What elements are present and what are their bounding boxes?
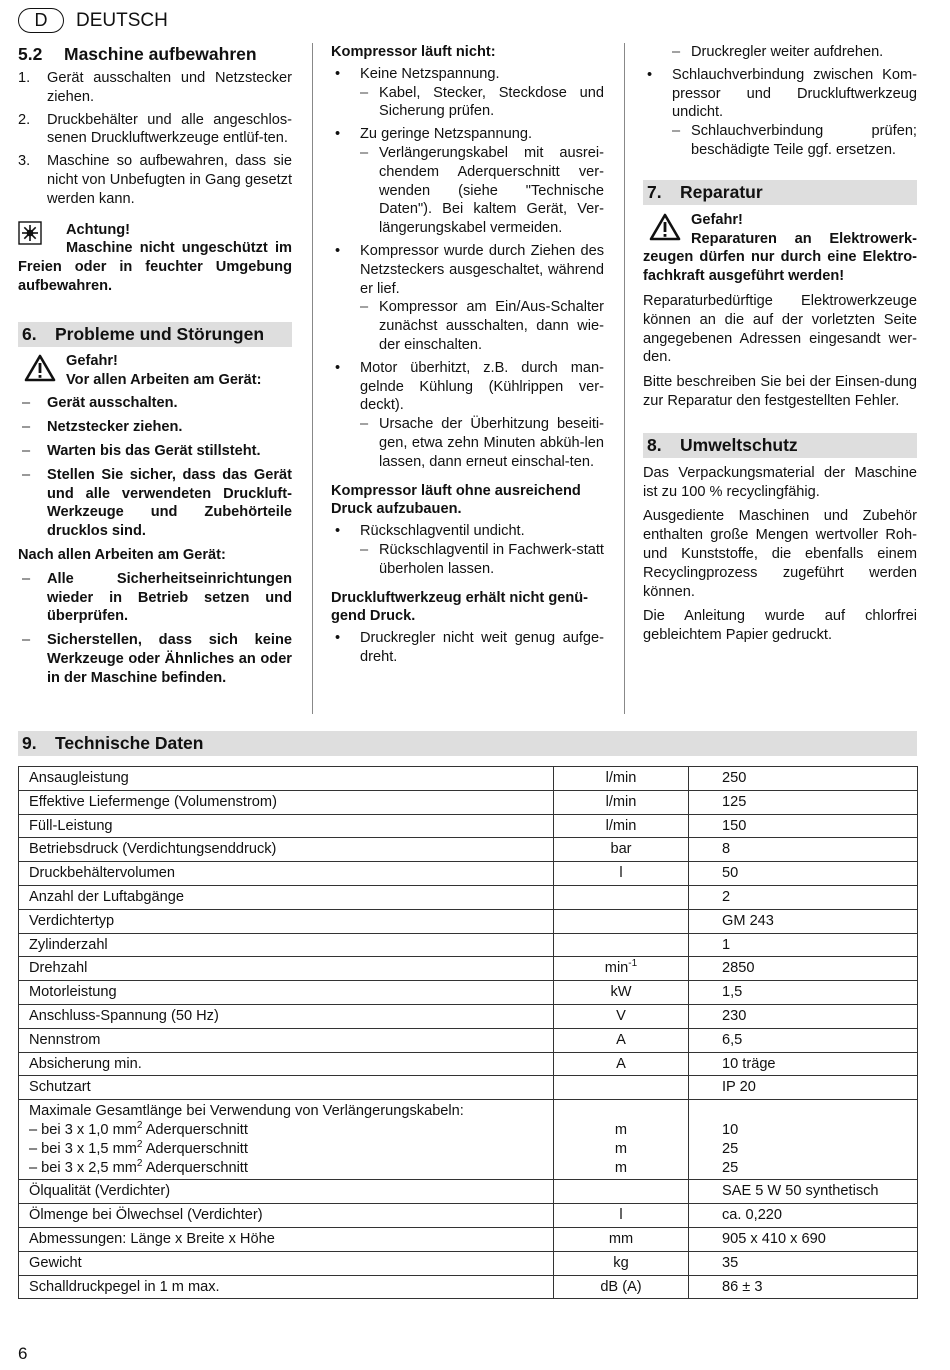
table-row <box>19 1204 918 1228</box>
section-5-2-heading: 5.2 Maschine aufbewahren <box>18 44 257 64</box>
cable-line-pre: – bei 3 x 1,5 mm <box>29 1140 137 1157</box>
spec-value: 10 träge <box>689 1052 918 1076</box>
spec-unit <box>554 767 689 791</box>
spec-unit <box>554 1180 689 1204</box>
list-item: – Sicherstellen, dass sich keine Werkzeuge oder Ähnliches an oder in der Maschine befinden. <box>18 631 292 687</box>
spec-value: SAE 5 W 50 synthetisch <box>689 1180 918 1204</box>
spec-label: Zylinderzahl <box>19 933 554 957</box>
list-item: • Motor überhitzt, z.B. durch man-gelnde Kühlung (Kühlrippen ver-deckt). – Ursache der Überhitzung beseiti-gen, etwa zehn Minuten abküh-len lassen, dann erneut einschal-ten. <box>331 359 604 472</box>
storage-steps <box>18 69 292 209</box>
spec-label: Drehzahl <box>19 957 554 981</box>
spec-label: Absicherung min. <box>19 1052 554 1076</box>
trouble-list-no-run <box>331 65 604 472</box>
spec-value: GM 243 <box>689 909 918 933</box>
repair-danger-notice <box>643 211 917 286</box>
spec-unit <box>554 838 689 862</box>
table-row <box>19 838 918 862</box>
spec-unit <box>554 790 689 814</box>
fix-item: – Verlängerungskabel mit ausrei-chendem Aderquerschnitt ver-wenden (siehe "Technische Daten"). Bei kaltem Gerät, Ver-längerungskabel vermeiden. <box>360 144 604 238</box>
spec-value: 905 x 410 x 690 <box>689 1227 918 1251</box>
spec-unit-text: l/min <box>605 793 637 810</box>
spec-unit-text: l/min <box>605 817 637 834</box>
spec-unit-text: A <box>616 1031 626 1048</box>
table-row <box>19 909 918 933</box>
spec-value <box>689 1100 918 1180</box>
table-row <box>19 957 918 981</box>
after-work-heading: Nach allen Arbeiten am Gerät: <box>18 546 226 563</box>
cable-line-post: Aderquerschnitt <box>142 1140 248 1157</box>
environment-paragraph: Das Verpackungsmaterial der Maschine ist zu 100 % recyclingfähig. <box>643 464 917 500</box>
list-item: 3. Maschine so aufbewahren, dass sie nicht von Unbefugten in Gang gesetzt werden kann. <box>18 153 292 207</box>
list-item: • Keine Netzspannung. – Kabel, Stecker, Steckdose und Sicherung prüfen. <box>331 65 604 121</box>
danger-title: Gefahr! <box>66 352 118 369</box>
column-right <box>643 43 917 645</box>
spec-label: Füll-Leistung <box>19 814 554 838</box>
table-row <box>19 767 918 791</box>
table-row <box>19 1100 918 1180</box>
spec-label: Ansaugleistung <box>19 767 554 791</box>
spec-unit <box>554 1275 689 1299</box>
spec-label: Verdichtertyp <box>19 909 554 933</box>
table-row <box>19 1180 918 1204</box>
list-item: – Netzstecker ziehen. <box>18 418 292 437</box>
repair-paragraph: Bitte beschreiben Sie bei der Einsen-dung zur Reparatur den festgestellten Fehler. <box>643 374 917 409</box>
list-item: 1. Gerät ausschalten und Netzstecker ziehen. <box>18 70 292 105</box>
list-item: • Rückschlagventil undicht. – Rückschlagventil in Fachwerk-statt überholen lassen. <box>331 522 604 578</box>
table-row <box>19 1004 918 1028</box>
fix-item: – Rückschlagventil in Fachwerk-statt überholen lassen. <box>360 541 604 579</box>
spec-unit-text: l <box>619 1207 623 1224</box>
cable-unit: m <box>614 1159 628 1176</box>
caution-icon <box>18 221 42 251</box>
spec-label: Nennstrom <box>19 1028 554 1052</box>
table-row <box>19 885 918 909</box>
spec-unit-text: bar <box>610 841 632 858</box>
section-7-heading: 7. Reparatur <box>643 180 917 205</box>
cable-line <box>29 1140 553 1159</box>
caution-notice <box>18 221 292 296</box>
table-row <box>19 790 918 814</box>
section-6-heading: 6. Probleme und Störungen <box>18 322 292 347</box>
spec-value: 1 <box>689 933 918 957</box>
danger-text: Reparaturen an Elektrowerk-zeugen dürfen nur durch eine Elektro-fachkraft ausgeführt werden! <box>643 230 917 285</box>
fix-item: – Schlauchverbindung prüfen; beschädigte Teile ggf. ersetzen. <box>672 122 917 160</box>
spec-unit-text: kW <box>610 984 632 1001</box>
spec-unit-text: kg <box>613 1254 629 1271</box>
list-item: • Kompressor wurde durch Ziehen des Netzsteckers ausgeschaltet, während er lief. – Kompressor am Ein/Aus-Schalter zunächst ausschalten, dann wie-der einschalten. <box>331 242 604 355</box>
cable-line-sup: 2 <box>136 1157 143 1169</box>
caution-title: Achtung! <box>66 221 131 238</box>
section-8-heading: 8. Umweltschutz <box>643 433 917 458</box>
spec-value: IP 20 <box>689 1076 918 1100</box>
spec-label: Ölqualität (Verdichter) <box>19 1180 554 1204</box>
spec-unit <box>554 862 689 886</box>
fix-item: – Ursache der Überhitzung beseiti-gen, etwa zehn Minuten abküh-len lassen, dann erneut einschal-ten. <box>360 415 604 471</box>
list-item: – Stellen Sie sicher, dass das Gerät und alle verwendeten Druckluft-Werkzeuge und Zubehörteile drucklos sind. <box>18 466 292 541</box>
spec-value: 35 <box>689 1251 918 1275</box>
cable-line-pre: – bei 3 x 1,0 mm <box>29 1121 137 1138</box>
trouble-list-hose <box>643 66 917 160</box>
trouble-list-low-pressure <box>331 522 604 578</box>
table-row <box>19 1227 918 1251</box>
table-row <box>19 1251 918 1275</box>
cable-value: 10 <box>722 1121 739 1138</box>
technical-data-table <box>18 766 918 1299</box>
after-work-list <box>18 570 292 688</box>
danger-notice <box>18 352 292 390</box>
spec-unit <box>554 1251 689 1275</box>
cable-line-post: Aderquerschnitt <box>142 1121 248 1138</box>
spec-unit-text: l <box>619 865 623 882</box>
spec-label: Abmessungen: Länge x Breite x Höhe <box>19 1227 554 1251</box>
list-item: 2. Druckbehälter und alle angeschlos-senen Druckluftwerkzeuge entlüf-ten. <box>18 111 292 147</box>
spec-unit <box>554 957 689 981</box>
language-name: DEUTSCH <box>76 10 168 31</box>
spec-value: 125 <box>689 790 918 814</box>
spec-value: 86 ± 3 <box>689 1275 918 1299</box>
page-number: 6 <box>18 1344 28 1363</box>
cable-value: 25 <box>722 1140 739 1157</box>
spec-unit <box>554 814 689 838</box>
list-item: • Schlauchverbindung zwischen Kom-pressor und Druckluftwerkzeug undicht. – Schlauchverbindung prüfen; beschädigte Teile ggf. ersetzen. <box>643 66 917 160</box>
spec-unit <box>554 1227 689 1251</box>
fix-item: – Kompressor am Ein/Aus-Schalter zunächst ausschalten, dann wie-der einschalten. <box>360 298 604 354</box>
spec-value: 150 <box>689 814 918 838</box>
column-left <box>18 43 292 693</box>
list-item: • Druckregler nicht weit genug aufge-dreht. <box>335 630 604 665</box>
language-badge: D <box>18 8 64 33</box>
spec-unit <box>554 1076 689 1100</box>
cable-unit: m <box>614 1121 628 1138</box>
table-row <box>19 933 918 957</box>
spec-unit-text: dB (A) <box>600 1278 642 1295</box>
list-item: – Gerät ausschalten. <box>18 394 292 413</box>
fix-item: – Druckregler weiter aufdrehen. <box>672 43 917 62</box>
cable-line-sup: 2 <box>136 1120 143 1132</box>
table-row <box>19 1052 918 1076</box>
spec-label: Schutzart <box>19 1076 554 1100</box>
spec-label: Gewicht <box>19 1251 554 1275</box>
spec-label: Anzahl der Luftabgänge <box>19 885 554 909</box>
table-row <box>19 1028 918 1052</box>
spec-unit <box>554 1100 689 1180</box>
table-row <box>19 1076 918 1100</box>
cable-line-post: Aderquerschnitt <box>142 1159 248 1176</box>
spec-label: Anschluss-Spannung (50 Hz) <box>19 1004 554 1028</box>
spec-value: 2 <box>689 885 918 909</box>
table-row <box>19 1275 918 1299</box>
spec-unit <box>554 933 689 957</box>
cable-heading: Maximale Gesamtlänge bei Verwendung von Verlängerungskabeln: <box>29 1103 464 1120</box>
spec-value: ca. 0,220 <box>689 1204 918 1228</box>
spec-value: 50 <box>689 862 918 886</box>
table-row <box>19 981 918 1005</box>
spec-unit <box>554 885 689 909</box>
spec-unit-text: mm <box>608 1230 634 1247</box>
spec-unit <box>554 1204 689 1228</box>
repair-paragraph: Reparaturbedürftige Elektrowerkzeuge können an die auf der vorletzten Seite angegebenen Adressen eingesandt wer-den. <box>643 292 917 366</box>
table-row <box>19 862 918 886</box>
caution-text: Maschine nicht ungeschützt im Freien oder in feuchter Umgebung aufbewahren. <box>18 240 292 294</box>
cable-line-pre: – bei 3 x 2,5 mm <box>29 1159 137 1176</box>
warning-triangle-icon <box>24 354 56 388</box>
environment-paragraph: Ausgediente Maschinen und Zubehör enthalten große Mengen wertvoller Roh- und Kunststoffe, die ebenfalls einem Recyclingprozess zugeführt werden können. <box>643 508 917 600</box>
spec-value: 1,5 <box>689 981 918 1005</box>
spec-unit <box>554 981 689 1005</box>
trouble-heading-low-pressure: Kompressor läuft ohne ausreichend Druck aufzubauen. <box>331 482 581 518</box>
spec-value: 250 <box>689 767 918 791</box>
column-middle <box>331 43 604 671</box>
cable-unit: m <box>614 1140 628 1157</box>
before-work-list <box>18 394 292 541</box>
danger-text: Vor allen Arbeiten am Gerät: <box>66 371 262 388</box>
list-item: – Alle Sicherheitseinrichtungen wieder in Betrieb setzen und überprüfen. <box>18 570 292 626</box>
spec-unit <box>554 909 689 933</box>
spec-label: Motorleistung <box>19 981 554 1005</box>
cable-line <box>29 1159 553 1178</box>
spec-value: 8 <box>689 838 918 862</box>
column-divider <box>312 43 313 714</box>
fix-item: – Kabel, Stecker, Steckdose und Sicherung prüfen. <box>360 84 604 122</box>
spec-label: Betriebsdruck (Verdichtungsenddruck) <box>19 838 554 862</box>
trouble-list-tool-pressure-cont <box>672 43 917 62</box>
spec-unit <box>554 1052 689 1076</box>
spec-label: Ölmenge bei Ölwechsel (Verdichter) <box>19 1204 554 1228</box>
spec-unit-text: A <box>616 1055 626 1072</box>
spec-unit <box>554 1004 689 1028</box>
cable-line <box>29 1121 553 1140</box>
spec-label: Effektive Liefermenge (Volumenstrom) <box>19 790 554 814</box>
spec-unit <box>554 1028 689 1052</box>
column-divider <box>624 43 625 714</box>
spec-label: Druckbehältervolumen <box>19 862 554 886</box>
spec-unit-text: V <box>616 1007 626 1024</box>
danger-title: Gefahr! <box>691 211 743 228</box>
spec-value: 230 <box>689 1004 918 1028</box>
cable-line-sup: 2 <box>136 1138 143 1150</box>
trouble-heading-no-run: Kompressor läuft nicht: <box>331 44 496 60</box>
cable-value: 25 <box>722 1159 739 1176</box>
spec-label: Schalldruckpegel in 1 m max. <box>19 1275 554 1299</box>
environment-paragraph: Die Anleitung wurde auf chlorfrei gebleichtem Papier gedruckt. <box>643 608 917 644</box>
section-9-heading: 9. Technische Daten <box>18 731 917 756</box>
list-item: • Zu geringe Netzspannung. – Verlängerungskabel mit ausrei-chendem Aderquerschnitt ver-wenden (siehe "Technische Daten"). Bei kaltem Gerät, Ver-längerungskabel vermeiden. <box>331 125 604 238</box>
table-row <box>19 814 918 838</box>
spec-unit-exponent: -1 <box>628 958 638 970</box>
trouble-list-tool-pressure <box>331 629 604 667</box>
trouble-heading-tool-pressure: Druckluftwerkzeug erhält nicht genü-gend Druck. <box>331 589 589 625</box>
spec-unit-text: min <box>604 960 629 977</box>
spec-unit-text: l/min <box>605 770 637 786</box>
list-item: – Warten bis das Gerät stillsteht. <box>18 442 292 461</box>
spec-value: 6,5 <box>689 1028 918 1052</box>
spec-label <box>19 1100 554 1180</box>
spec-value: 2850 <box>689 957 918 981</box>
warning-triangle-icon <box>649 213 681 247</box>
